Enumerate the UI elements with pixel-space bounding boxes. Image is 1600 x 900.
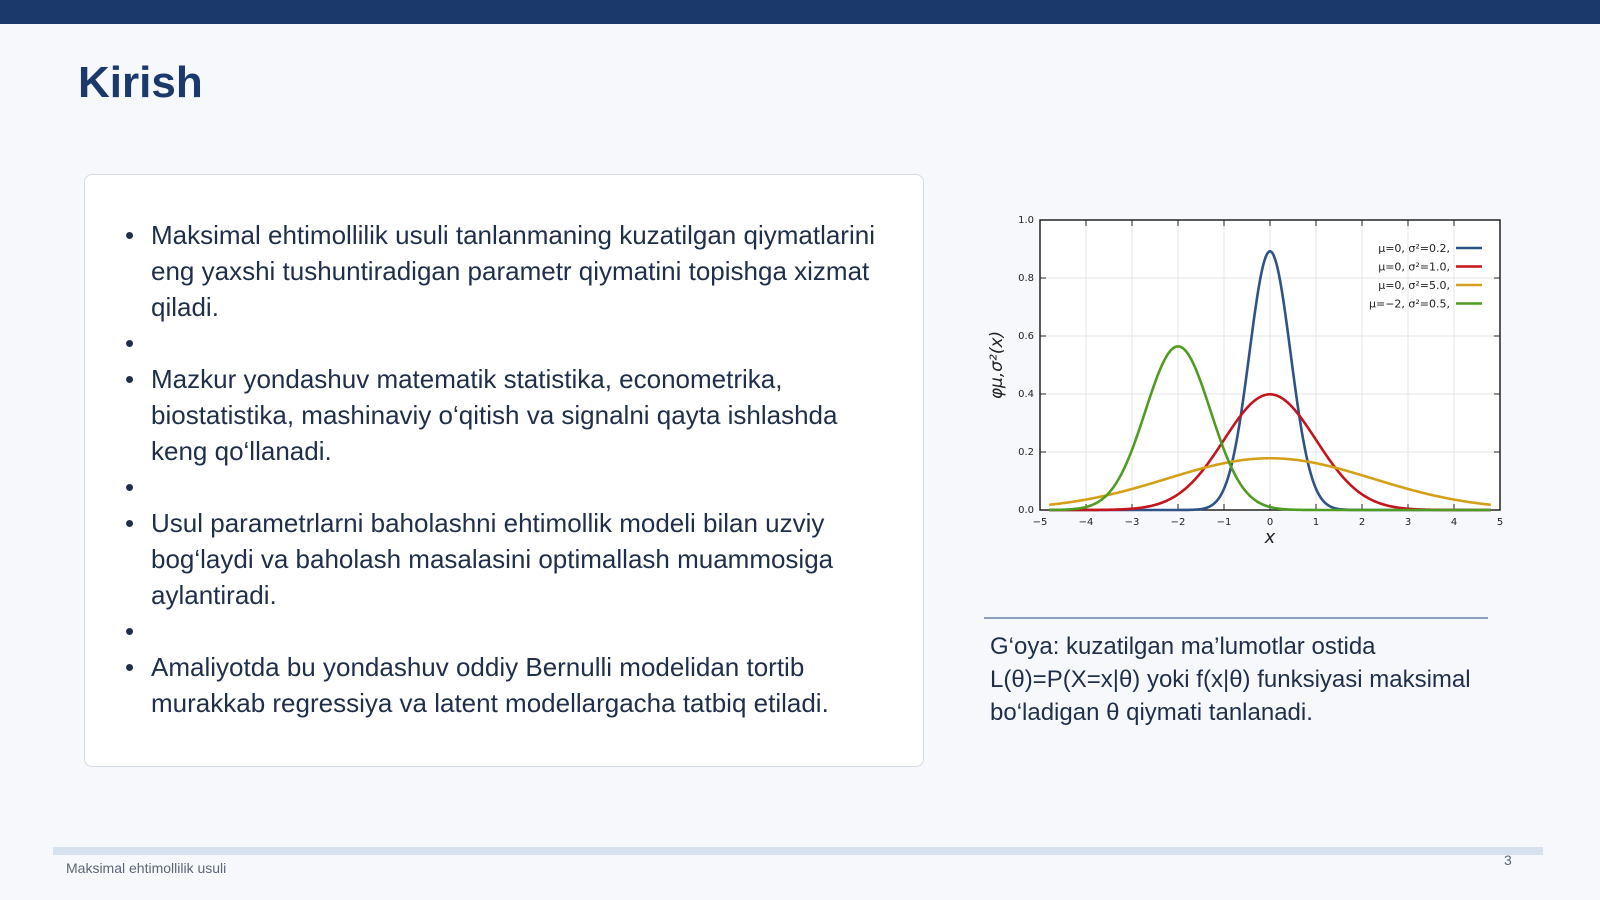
y-tick-label: 0.2 <box>1018 447 1034 458</box>
bullet-item <box>125 469 895 505</box>
x-tick-label: 3 <box>1404 517 1412 528</box>
bullet-dot: • <box>125 364 135 394</box>
bullet-item <box>125 325 895 361</box>
bullet-list <box>125 217 895 721</box>
x-axis-label: x <box>1264 527 1276 548</box>
x-tick-label: 4 <box>1450 517 1458 528</box>
x-tick-label: −2 <box>1170 517 1186 528</box>
bullet-dot: • <box>125 652 135 682</box>
y-tick-label: 0.8 <box>1018 273 1034 284</box>
bullet-dot: • <box>125 508 135 538</box>
bullet-text: Mazkur yondashuv matematik statistika, econometrika, biostatistika, mashinaviy o‘qitish va signalni qayta ishlashda keng qo‘llanadi. <box>151 364 838 466</box>
y-tick-label: 1.0 <box>1018 215 1034 226</box>
bullet-item <box>125 649 895 721</box>
chart-svg <box>980 210 1520 560</box>
x-tick-label: −5 <box>1032 517 1048 528</box>
legend-label: μ=0, σ²=1.0, <box>1378 260 1450 274</box>
y-axis-label: φμ,σ²(x) <box>987 330 1007 400</box>
bullet-dot: • <box>125 472 135 502</box>
x-tick-label: 0 <box>1266 517 1274 528</box>
bullet-dot: • <box>125 616 135 646</box>
x-tick-label: 5 <box>1496 517 1504 528</box>
x-tick-label: 2 <box>1358 517 1366 528</box>
caption-divider <box>984 617 1488 619</box>
top-header-bar <box>0 0 1600 24</box>
bullet-text: Maksimal ehtimollilik usuli tanlanmaning kuzatilgan qiymatlarini eng yaxshi tushuntiradigan parametr qiymatini topishga xizmat qiladi. <box>151 220 875 322</box>
x-tick-label: −4 <box>1078 517 1094 528</box>
bullet-item <box>125 613 895 649</box>
y-tick-label: 0.6 <box>1018 331 1034 342</box>
legend-label: μ=−2, σ²=0.5, <box>1368 297 1450 311</box>
legend-label: μ=0, σ²=0.2, <box>1378 242 1450 255</box>
bullet-item <box>125 505 895 613</box>
bullet-item <box>125 217 895 325</box>
y-tick-label: 0.4 <box>1018 389 1034 400</box>
bullet-text: Amaliyotda bu yondashuv oddiy Bernulli modelidan tortib murakkab regressiya va latent modellargacha tatbiq etiladi. <box>151 652 829 718</box>
bullet-text: Usul parametrlarni baholashni ehtimollik modeli bilan uzviy bog‘laydi va baholash masalasini optimallash muammosiga aylantiradi. <box>151 508 834 610</box>
bullet-dot: • <box>125 220 135 250</box>
y-tick-label: 0.0 <box>1018 505 1034 516</box>
idea-caption: G‘oya: kuzatilgan ma’lumotlar ostida L(θ)=P(X=x|θ) yoki f(x|θ) funksiyasi maksimal bo‘ladigan θ qiymati tanlanadi. <box>990 633 1471 726</box>
bullet-card <box>84 174 924 767</box>
normal-distribution-chart <box>980 210 1520 560</box>
bullet-dot: • <box>125 328 135 358</box>
legend-label: μ=0, σ²=5.0, <box>1378 279 1450 292</box>
x-tick-label: 1 <box>1312 517 1320 528</box>
x-tick-label: −3 <box>1124 517 1140 528</box>
footer-title: Maksimal ehtimollilik usuli <box>66 860 227 876</box>
bullet-item <box>125 361 895 469</box>
slide-title: Kirish <box>78 58 203 107</box>
x-tick-label: −1 <box>1216 517 1232 528</box>
page-number: 3 <box>1504 852 1512 868</box>
footer-bar <box>53 847 1543 855</box>
